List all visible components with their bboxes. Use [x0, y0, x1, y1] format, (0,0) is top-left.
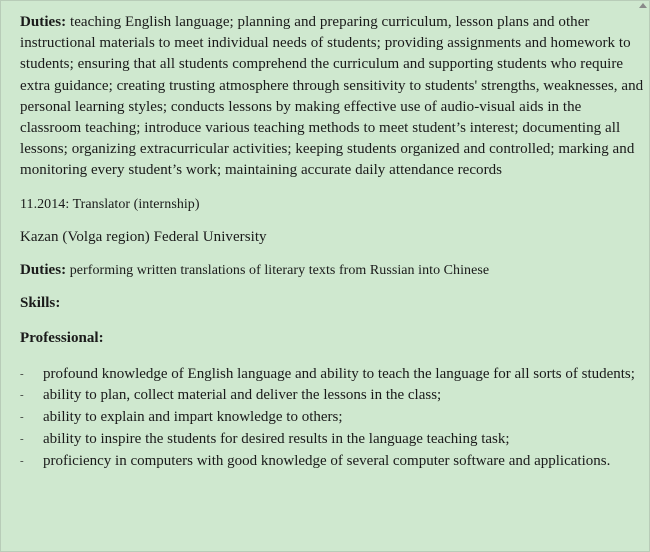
- list-item-text: ability to explain and impart knowledge to others;: [43, 409, 343, 426]
- skills-heading: Skills:: [20, 295, 61, 312]
- list-item-text: proficiency in computers with good knowledge of several computer software and applications.: [43, 452, 611, 469]
- skills-list: [20, 364, 646, 473]
- job-duties-label: Duties:: [20, 262, 67, 279]
- duties-paragraph: [20, 12, 646, 182]
- list-item-text: profound knowledge of English language and ability to teach the language for all sorts of students;: [43, 365, 635, 382]
- bullet-dash-icon: -: [20, 454, 24, 467]
- list-item: [20, 429, 646, 451]
- list-item-text: ability to inspire the students for desired results in the language teaching task;: [43, 431, 510, 448]
- scroll-up-arrow-icon[interactable]: [639, 3, 647, 8]
- document-content: [20, 12, 646, 473]
- bullet-dash-icon: -: [20, 411, 24, 424]
- job-duties-paragraph: [20, 260, 646, 281]
- list-item-text: ability to plan, collect material and deliver the lessons in the class;: [43, 387, 442, 404]
- list-item: [20, 385, 646, 407]
- list-item: [20, 364, 646, 386]
- professional-heading: Professional:: [20, 330, 104, 347]
- bullet-dash-icon: -: [20, 433, 24, 446]
- job-date-title: 11.2014: Translator (internship): [20, 196, 200, 212]
- duties-label: Duties:: [20, 14, 67, 30]
- list-item: [20, 407, 646, 429]
- list-item: [20, 451, 646, 473]
- job-duties-text: performing written translations of literary texts from Russian into Chinese: [66, 263, 490, 279]
- bullet-dash-icon: -: [20, 389, 24, 402]
- duties-text: teaching English language; planning and preparing curriculum, lesson plans and other instructional materials to meet individual needs of students; providing assignments and homework to students; ensuring that all students comprehend the curriculum and supporting students who require extra guidance; creating trusting atmosphere through sensitivity to students' strengths, weaknesses, and personal learning styles; conducts lessons by making effective use of audio-visual aids in the classroom teaching; introduce various teaching methods to meet student’s interest; documenting all lessons; organizing extracurricular activities; keeping students organized and controlled; marking and monitoring every student’s work; maintaining accurate daily attendance records: [20, 14, 644, 179]
- bullet-dash-icon: -: [20, 367, 24, 380]
- job-organization: Kazan (Volga region) Federal University: [20, 228, 267, 245]
